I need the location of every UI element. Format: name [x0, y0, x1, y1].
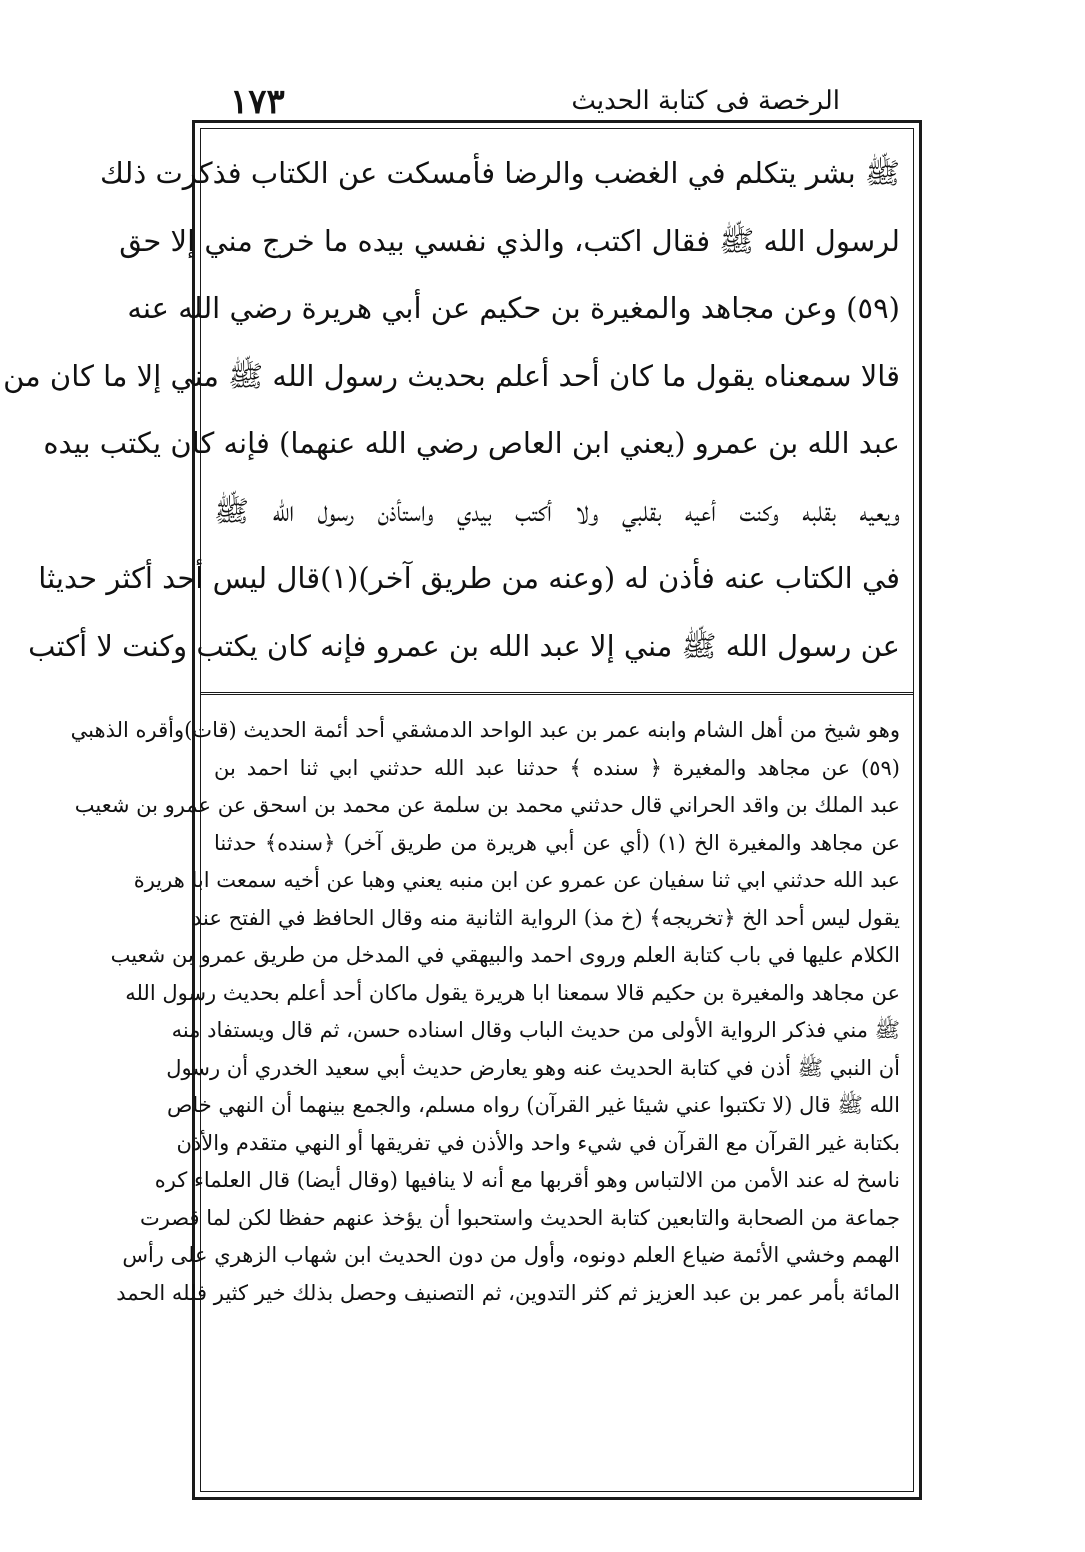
footnote-line: عن مجاهد والمغيرة الخ (١) (أي عن أبي هريرة من طريق آخر) ﴿سنده﴾ حدثنا	[214, 830, 900, 855]
main-text-line: ﷺ بشر يتكلم في الغضب والرضا فأمسكت عن الكتاب فذكرت ذلك	[100, 156, 900, 190]
footnote-line: ناسخ له عند الأمن من الالتباس وهو أقربها مع أنه لا ينافيها (وقال أيضا) قال العلماء كره	[154, 1168, 900, 1192]
main-text-line: عبد الله بن عمرو (يعني ابن العاص رضي الله عنهما) فإنه كان يكتب بيده	[43, 426, 900, 460]
footnote-line: الله ﷺ قال (لا تكتبوا عني شيئا غير القرآن) رواه مسلم، والجمع بينهما أن النهي خاص	[166, 1093, 900, 1117]
main-text-line: قالا سمعناه يقول ما كان أحد أعلم بحديث رسول الله ﷺ مني إلا ما كان من	[3, 358, 900, 393]
footnote-line: يقول ليس أحد الخ ﴿تخريجه﴾ (خ مذ) الرواية الثانية منه وقال الحافظ في الفتح عند	[192, 905, 900, 930]
footnote-line: عبد الملك بن واقد الحراني قال حدثني محمد بن سلمة عن محمد بن اسحق عن عمرو بن شعيب	[74, 793, 900, 817]
main-text-line: ويعيه بقلبه وكنت أعيه بقلبي ولا أكتب بيدي واستأذن رسول الله ﷺ	[214, 493, 900, 528]
main-text-line: في الكتاب عنه فأذن له (وعنه من طريق آخر)(١)قال ليس أحد أكثر حديثا	[38, 561, 900, 595]
footnote-line: وهو شيخ من أهل الشام وابنه عمر بن عبد الواحد الدمشقي أحد أئمة الحديث (قات)وأقره الذهبي	[70, 718, 900, 742]
main-text	[3, 140, 900, 685]
page-number: ١٧٣	[230, 82, 285, 122]
footnote-line: عن مجاهد والمغيرة بن حكيم قالا سمعنا ابا هريرة يقول ماكان أحد أعلم بحديث رسول الله	[125, 980, 900, 1005]
main-text-line: (٥٩) وعن مجاهد والمغيرة بن حكيم عن أبي هريرة رضي الله عنه	[127, 291, 900, 325]
main-text-line: عن رسول الله ﷺ مني إلا عبد الله بن عمرو فإنه كان يكتب وكنت لا أكتب	[28, 628, 900, 663]
footnote-line: بكتابة غير القرآن مع القرآن في شيء واحد والأذن في تفريقها أو النهي متقدم والأذن	[176, 1130, 900, 1155]
footnote-line: أن النبي ﷺ أذن في كتابة الحديث عنه وهو يعارض حديث أبي سعيد الخدري أن رسول	[166, 1055, 900, 1080]
main-text-line: لرسول الله ﷺ فقال اكتب، والذي نفسي بيده ما خرج مني إلا حق	[119, 223, 900, 258]
footnote-line: جماعة من الصحابة والتابعين كتابة الحديث واستحبوا أن يؤخذ عنهم حفظا لكن لما قصرت	[139, 1205, 900, 1230]
running-title: الرخصة فى كتابة الحديث	[571, 86, 840, 116]
footnote-line: عبد الله حدثني ابي ثنا سفيان عن عمرو عن ابن منبه يعني وهبا عن أخيه سمعت ابا هريرة	[133, 868, 900, 892]
footnote-line: ﷺ مني فذكر الرواية الأولى من حديث الباب وقال اسناده حسن، ثم قال ويستفاد منه	[171, 1018, 900, 1042]
footnote-line: (٥٩) عن مجاهد والمغيرة ﴿ سنده ﴾ حدثنا عبد الله حدثني ابي ثنا احمد بن	[214, 755, 900, 780]
footnotes	[70, 712, 900, 1482]
section-divider	[200, 692, 914, 695]
footnote-line: الكلام عليها في باب كتابة العلم وروى احمد والبيهقي في المدخل من طريق عمرو بن شعيب	[110, 943, 900, 967]
footnote-line: الهمم وخشي الأئمة ضياع العلم دونوه، وأول من دون الحديث ابن شهاب الزهري على رأس	[122, 1243, 900, 1267]
footnote-line: المائة بأمر عمر بن عبد العزيز ثم كثر التدوين، ثم التصنيف وحصل بذلك خير كثير فلله الحمد	[116, 1280, 900, 1305]
